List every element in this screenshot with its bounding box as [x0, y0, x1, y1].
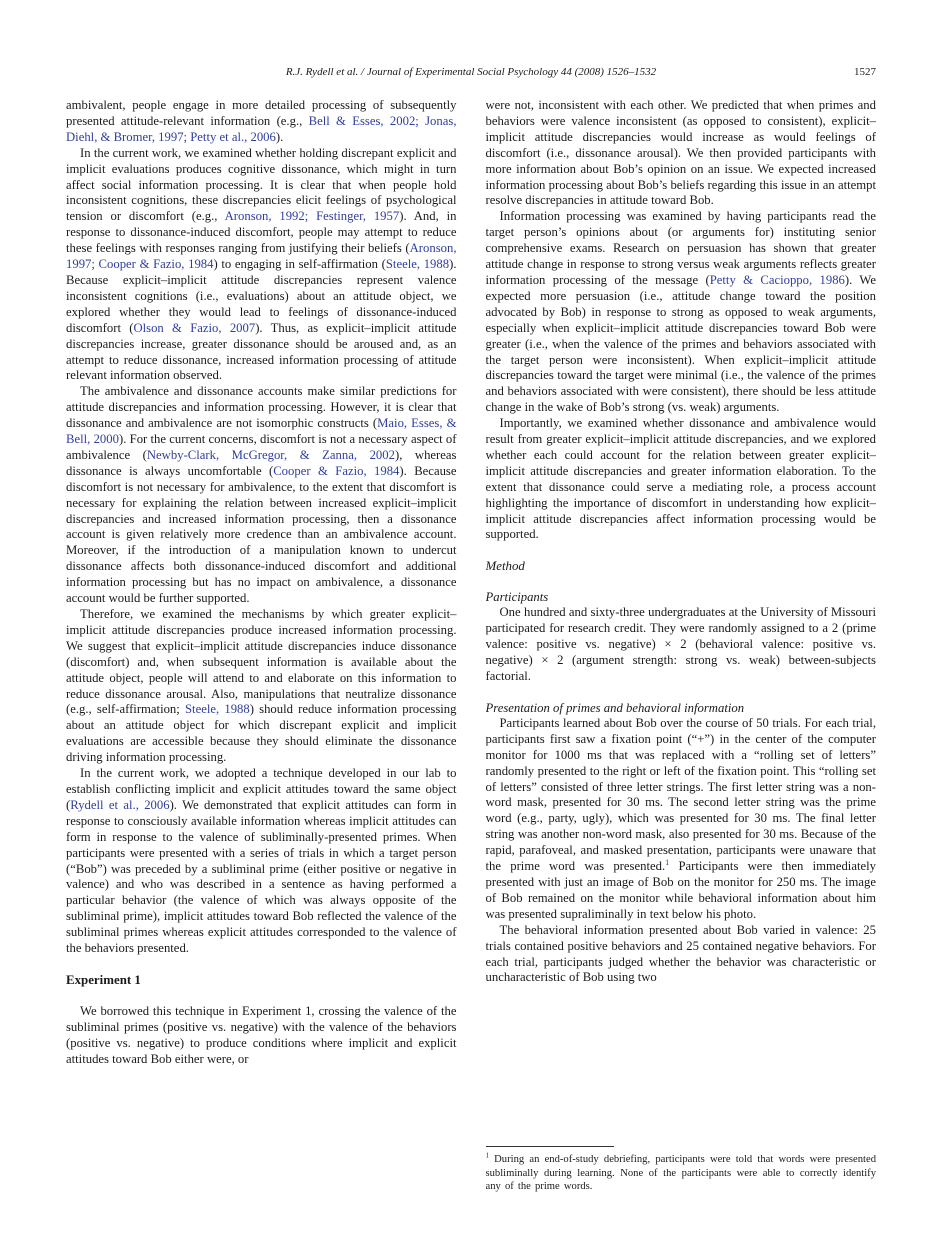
paragraph: The behavioral information presented about Bob varied in valence: 25 trials contained positive behaviors and 25 contained negative behaviors. For each trial, participants judged whether the behavior was characteristic or uncharacteristic of Bob using two — [485, 922, 876, 985]
paragraph: The ambivalence and dissonance accounts make similar predictions for attitude discrepancies and information processing. However, it is clear that dissonance and ambivalence are not isomorphic constructs (Maio, Esses, & Bell, 2000). For the current concerns, discomfort is not a necessary aspect of ambivalence (Newby-Clark, McGregor, & Zanna, 2002), whereas dissonance is always uncomfortable (Cooper & Fazio, 1984). Because discomfort is not necessary for ambivalence, to the extent that discomfort is necessary for explaining the relation between increased explicit–implicit discrepancies and increased information processing, then a dissonance account is given relatively more credence than an ambivalence account. Moreover, if the introduction of a manipulation known to undercut dissonance affects both dissonance-induced discomfort and additional information processing but has no impact on ambivalence, a dissonance account would be further supported. — [66, 384, 457, 606]
heading-experiment-1: Experiment 1 — [66, 972, 141, 987]
footnote-marker: 1 — [485, 1152, 489, 1160]
footnote-ref-link[interactable]: 1 — [665, 857, 670, 867]
page-header — [66, 66, 876, 82]
citation-link[interactable]: Steele, 1988 — [385, 257, 450, 272]
paragraph: Importantly, we examined whether dissonance and ambivalence would result from greater explicit–implicit attitude discrepancies, and we explored whether each could account for the relation between greater explicit–implicit attitude discrepancies and greater information elaboration. To the extent that dissonance could serve a mediating role, a process account highlighting the importance of discomfort in understanding how explicit–implicit attitude discrepancies affect information processing would be supported. — [485, 416, 876, 542]
right-column — [486, 98, 877, 1194]
page-number: 1527 — [854, 66, 876, 78]
paragraph: Therefore, we examined the mechanisms by which greater explicit–implicit attitude discrepancies produce increased information processing. We suggest that explicit–implicit attitude discrepancies induce dissonance (discomfort) and, when subsequent information is available about the attitude object, people will attend to and elaborate on this information to reduce dissonance arousal. Also, manipulations that neutralize dissonance (e.g., self-affirmation; Steele, 1988) should reduce information processing about an attitude object for which discrepant explicit and implicit evaluations are accessible because they should eliminate the dissonance driving information processing. — [66, 607, 457, 765]
paragraph: were not, inconsistent with each other. We predicted that when primes and behaviors were valence inconsistent (as opposed to consistent), explicit–implicit attitude discrepancies would increase as would feelings of discomfort (i.e., dissonance arousal). We then provided participants with more information about Bob’s opinion on an issue. We expected increased information processing about Bob’s beliefs regarding this issue in an attempt resolve discrepancies in attitude toward Bob. — [485, 98, 876, 208]
footnote-body: During an end-of-study debriefing, participants were told that words were presented subliminally during learning. None of the participants were able to correctly identify any of the prime words. — [485, 1154, 876, 1193]
paragraph: In the current work, we examined whether holding discrepant explicit and implicit evaluations produces cognitive dissonance, which might in turn affect social information processing. It is clear that when people hold inconsistent cognitions, these discrepancies elicit feelings of psychological tension or discomfort (e.g., Aronson, 1992; Festinger, 1957). And, in response to dissonance-induced discomfort, people may attempt to reduce these feelings with responses ranging from justifying their beliefs (Aronson, 1997; Cooper & Fazio, 1984) to engaging in self-affirmation (Steele, 1988). Because explicit–implicit attitude discrepancies represent valence inconsistent cognitions (i.e., evaluations) about an attitude object, we explored whether they would lead to feelings of dissonance-induced discomfort (Olson & Fazio, 2007). Thus, as explicit–implicit attitude discrepancies increase, greater dissonance should be aroused and, as an attempt to reduce dissonance, increased information processing of attitude relevant information observed. — [66, 145, 457, 383]
left-column-text — [66, 98, 457, 1068]
paragraph: Information processing was examined by having participants read the target person’s opinions about (or arguments for) instituting senior comprehensive exams. Research on persuasion has shown that greater attitude change in response to strong versus weak arguments reflects greater information processing of the message (Petty & Cacioppo, 1986). We expected more persuasion (i.e., attitude change toward the position advocated by Bob) in response to strong as opposed to weak arguments, especially when explicit–implicit attitude discrepancies toward Bob were greater (i.e., when the valence of the primes and behaviors associated with the target person were inconsistent). When explicit–implicit attitude discrepancies toward the target were minimal (i.e., the valence of the primes and behaviors associated with were consistent), there should be less attitude change in the wake of Bob’s strong (vs. weak) arguments. — [485, 209, 876, 415]
footnote-divider — [486, 1146, 614, 1147]
citation-link[interactable]: Bell & Esses, 2002; Jonas, Diehl, & Bromer, 1997; Petty et al., 2006 — [66, 113, 457, 144]
footnote — [486, 1134, 877, 1194]
heading-presentation-of-primes-and-behavioral-information: Presentation of primes and behavioral information — [485, 700, 745, 715]
heading-method: Method — [485, 559, 525, 574]
paragraph: ambivalent, people engage in more detailed processing of subsequently presented attitude-relevant information (e.g., Bell & Esses, 2002; Jonas, Diehl, & Bromer, 1997; Petty et al., 2006). — [66, 98, 457, 144]
citation-link[interactable]: Steele, 1988 — [185, 702, 250, 717]
paragraph: In the current work, we adopted a technique developed in our lab to establish conflicting implicit and explicit attitudes toward the same object (Rydell et al., 2006). We demonstrated that explicit attitudes can form in response to consciously available information whereas implicit attitudes can form in response to the valence of subliminally-presented primes. When participants were presented with a series of trials in which a target person (“Bob”) was preceded by a subliminal prime (either positive or negative in valence) and who was described in a sentence as having performed a particular behavior (the valence of which was always opposite of the subliminal prime), implicit attitudes toward Bob reflected the valence of the subliminal primes whereas explicit attitudes corresponded to the valence of the behaviors presented. — [66, 766, 457, 956]
superscript — [665, 858, 669, 867]
footnote-text — [486, 1153, 877, 1194]
left-column — [66, 98, 457, 1194]
citation-link[interactable]: Rydell et al., 2006 — [70, 797, 170, 812]
paragraph: One hundred and sixty-three undergraduates at the University of Missouri participated for research credit. They were randomly assigned to a 2 (prime valence: positive vs. negative) × 2 (behavioral valence: positive vs. negative) × 2 (argument strength: strong vs. weak) between-subjects factorial. — [485, 605, 876, 683]
right-column-text — [486, 98, 877, 986]
paragraph: Participants learned about Bob over the course of 50 trials. For each trial, participants first saw a fixation point (“+”) in the center of the computer monitor for 1000 ms that was replaced with a “rolling set of letters” randomly presented to the right or left of the fixation point. This “rolling set of letters” consisted of three letter strings. The first letter string was a non-word mask, presented for 30 ms. The second letter string was the prime word (e.g., party, ugly), which was presented for 30 ms. The final letter string was another non-word mask, also presented for 30 ms. Because of the rapid, parafoveal, and masked presentation, participants were unaware that the prime word was presented.$^1$ Participants were then immediately presented with just an image of Bob on the monitor for 250 ms. The image of Bob remained on the monitor while behavioral information about him was presented supraliminally in text below his photo. — [485, 715, 876, 921]
paragraph: We borrowed this technique in Experiment 1, crossing the valence of the subliminal primes (positive vs. negative) with the valence of the behaviors (positive vs. negative) to produce conditions where implicit and explicit attitudes toward Bob either were, or — [66, 1003, 457, 1066]
citation-link[interactable]: Newby-Clark, McGregor, & Zanna, 2002 — [146, 447, 395, 462]
citation-link[interactable]: Olson & Fazio, 2007 — [133, 320, 256, 335]
page-body — [66, 98, 876, 1194]
citation-link[interactable]: Aronson, 1997; Cooper & Fazio, 1984 — [66, 241, 457, 272]
citation-link[interactable]: Maio, Esses, & Bell, 2000 — [66, 416, 457, 447]
citation-link[interactable]: Aronson, 1992; Festinger, 1957 — [224, 209, 400, 224]
running-head: R.J. Rydell et al. / Journal of Experimental Social Psychology 44 (2008) 1526–1532 — [285, 66, 657, 78]
heading-participants: Participants — [485, 590, 549, 605]
citation-link[interactable]: Cooper & Fazio, 1984 — [273, 463, 400, 478]
citation-link[interactable]: Petty & Cacioppo, 1986 — [709, 272, 845, 287]
